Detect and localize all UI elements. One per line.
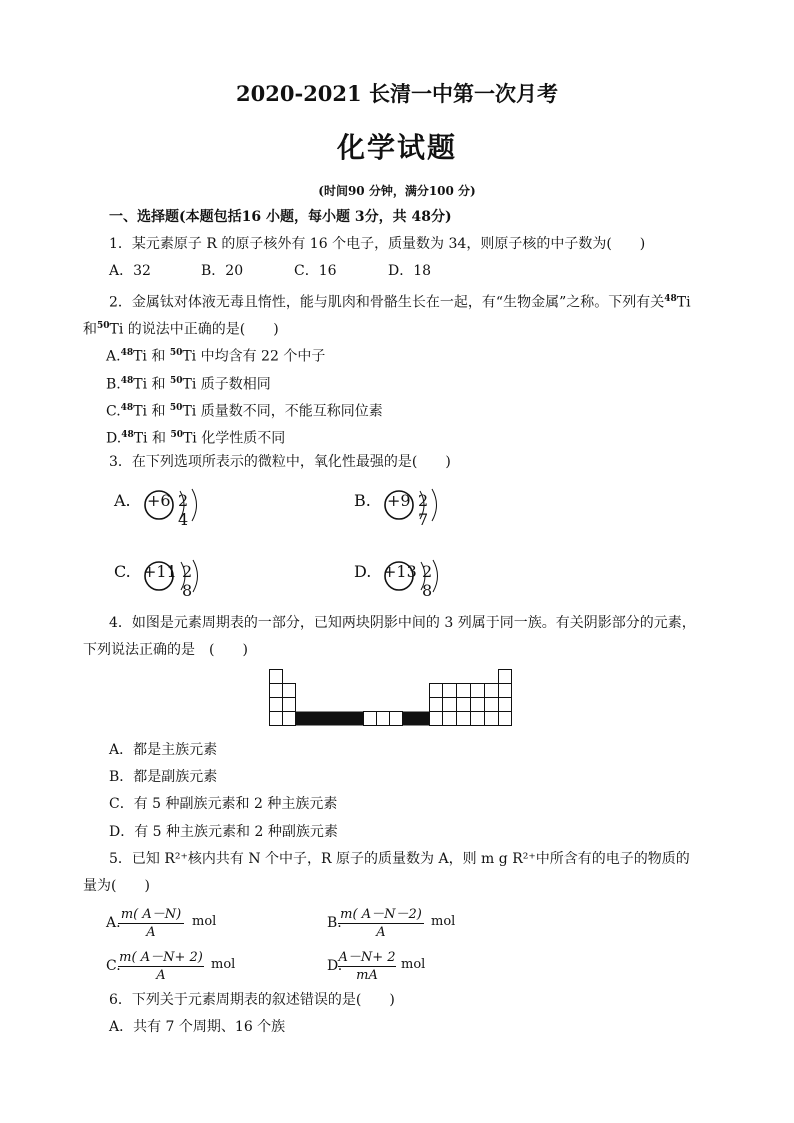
question-1-option-d: D．18 bbox=[388, 263, 432, 279]
option-letter: C. bbox=[106, 403, 121, 420]
question-6-stem: 6．下列关于元素周期表的叙述错误的是( ) bbox=[109, 992, 395, 1008]
option-letter: D. bbox=[354, 562, 372, 581]
question-5-option-b-unit: mol bbox=[431, 914, 456, 929]
mass-number: 48 bbox=[664, 294, 677, 304]
fraction-numerator: A－N+ 2 bbox=[338, 950, 396, 965]
shaded-block-left bbox=[296, 712, 363, 726]
question-2-option-c bbox=[106, 399, 383, 421]
question-1-option-a: A．32 bbox=[109, 263, 151, 279]
electron-shells: 2 4 bbox=[178, 491, 189, 529]
question-4-stem-line1: 4．如图是元素周期表的一部分，已知两块阴影中间的 3 列属于同一族。有关阴影部分的元素， bbox=[109, 615, 696, 631]
question-4-option-d: D．有 5 种主族元素和 2 种副族元素 bbox=[109, 824, 338, 840]
mass-number: 50 bbox=[170, 376, 183, 386]
option-text: Ti 和 bbox=[133, 430, 166, 447]
nucleus-charge: +6 bbox=[147, 491, 171, 510]
question-5-option-c-unit: mol bbox=[211, 957, 236, 972]
mass-number: 48 bbox=[120, 403, 134, 413]
question-2-stem-line1 bbox=[109, 290, 691, 312]
question-5-option-d-unit: mol bbox=[401, 957, 426, 972]
electron-shells: 2 7 bbox=[418, 491, 429, 529]
nucleus-charge: +13 bbox=[383, 562, 417, 581]
option-text: Ti 和 bbox=[133, 376, 166, 393]
question-6-option-a: A．共有 7 个周期、16 个族 bbox=[109, 1019, 286, 1035]
section-heading: 一、选择题(本题包括16 小题，每小题 3分，共 48分) bbox=[109, 209, 452, 225]
question-2-option-a bbox=[106, 344, 325, 366]
mass-number: 50 bbox=[97, 321, 110, 331]
fraction-denominator: A bbox=[376, 925, 386, 940]
mass-number: 50 bbox=[169, 403, 183, 413]
mass-number: 50 bbox=[170, 430, 183, 440]
question-5-option-a-fraction bbox=[118, 903, 184, 940]
fraction-numerator: m( A－N) bbox=[120, 907, 182, 922]
mass-number: 50 bbox=[169, 348, 183, 358]
question-2-stem-text: 2．金属钛对体液无毒且惰性，能与肌肉和骨骼生长在一起，有“生物金属”之称。下列有关 bbox=[109, 294, 665, 311]
question-5-option-d-fraction bbox=[338, 946, 396, 983]
mass-number: 48 bbox=[121, 430, 134, 440]
question-4-option-b: B．都是副族元素 bbox=[109, 769, 218, 785]
question-3-stem: 3．在下列选项所表示的微粒中，氧化性最强的是( ) bbox=[109, 454, 451, 470]
option-tail: Ti 中均含有 22 个中子 bbox=[182, 348, 326, 365]
fraction-denominator: A bbox=[146, 925, 156, 940]
question-5-stem-line2: 量为( ) bbox=[83, 878, 150, 894]
exam-title: 2020-2021 长清一中第一次月考 bbox=[236, 81, 558, 106]
option-text: Ti 和 bbox=[133, 403, 166, 420]
option-letter: A. bbox=[114, 491, 131, 510]
option-letter: C. bbox=[114, 562, 131, 581]
fraction-bar bbox=[338, 966, 396, 967]
question-4-stem-line2: 下列说法正确的是 ( ) bbox=[83, 642, 248, 658]
fraction-bar bbox=[118, 966, 204, 967]
option-letter: D. bbox=[106, 430, 122, 447]
element-symbol: Ti bbox=[676, 294, 691, 311]
question-1-option-b: B．20 bbox=[201, 263, 244, 279]
question-5-option-a-unit: mol bbox=[192, 914, 217, 929]
fraction-bar bbox=[118, 923, 184, 924]
option-tail: Ti 质量数不同，不能互称同位素 bbox=[182, 403, 383, 420]
subject-title: 化学试题 bbox=[336, 131, 457, 164]
option-text: Ti 和 bbox=[133, 348, 166, 365]
question-5-option-b-letter: B. bbox=[327, 915, 342, 931]
question-5-stem-line1: 5．已知 R²⁺核内共有 N 个中子，R 原子的质量数为 A，则 m g R²⁺中所含有的电子的物质的 bbox=[109, 851, 690, 867]
fraction-denominator: A bbox=[156, 968, 166, 983]
question-2-stem-line2 bbox=[83, 317, 279, 339]
question-2-stem-post: Ti 的说法中正确的是( ) bbox=[109, 321, 279, 338]
nucleus-charge: +9 bbox=[387, 491, 411, 510]
question-1-stem: 1．某元素原子 R 的原子核外有 16 个电子，质量数为 34，则原子核的中子数为( ) bbox=[109, 236, 646, 252]
option-letter: B. bbox=[354, 491, 371, 510]
question-5-option-c-letter: C. bbox=[106, 958, 121, 974]
question-1-option-c: C．16 bbox=[294, 263, 337, 279]
question-5-option-b-fraction bbox=[338, 903, 424, 940]
exam-note: (时间90 分钟，满分100 分) bbox=[318, 184, 476, 198]
fraction-denominator: mA bbox=[356, 968, 378, 983]
option-letter: B. bbox=[106, 376, 121, 393]
nucleus-charge: +11 bbox=[143, 562, 177, 581]
electron-shells: 2 8 bbox=[422, 562, 433, 600]
option-tail: Ti 化学性质不同 bbox=[182, 430, 286, 447]
question-2-option-b bbox=[106, 372, 271, 394]
question-2-option-d bbox=[106, 426, 285, 448]
option-tail: Ti 质子数相同 bbox=[182, 376, 271, 393]
option-letter: A. bbox=[106, 348, 121, 365]
question-2-stem-pre: 和 bbox=[83, 321, 97, 338]
fraction-numerator: m( A－N+ 2) bbox=[119, 950, 203, 965]
question-5-option-a-letter: A. bbox=[106, 915, 121, 931]
fraction-numerator: m( A－N－2) bbox=[340, 907, 422, 922]
question-5-option-c-fraction bbox=[118, 946, 204, 983]
question-4-option-a: A．都是主族元素 bbox=[109, 742, 218, 758]
shaded-block-right bbox=[403, 712, 429, 726]
periodic-table-fragment bbox=[269, 669, 514, 729]
fraction-bar bbox=[338, 923, 424, 924]
mass-number: 48 bbox=[120, 376, 134, 386]
question-5-option-d-letter: D. bbox=[327, 958, 343, 974]
mass-number: 48 bbox=[120, 348, 134, 358]
question-4-option-c: C．有 5 种副族元素和 2 种主族元素 bbox=[109, 796, 338, 812]
electron-shells: 2 8 bbox=[182, 562, 193, 600]
